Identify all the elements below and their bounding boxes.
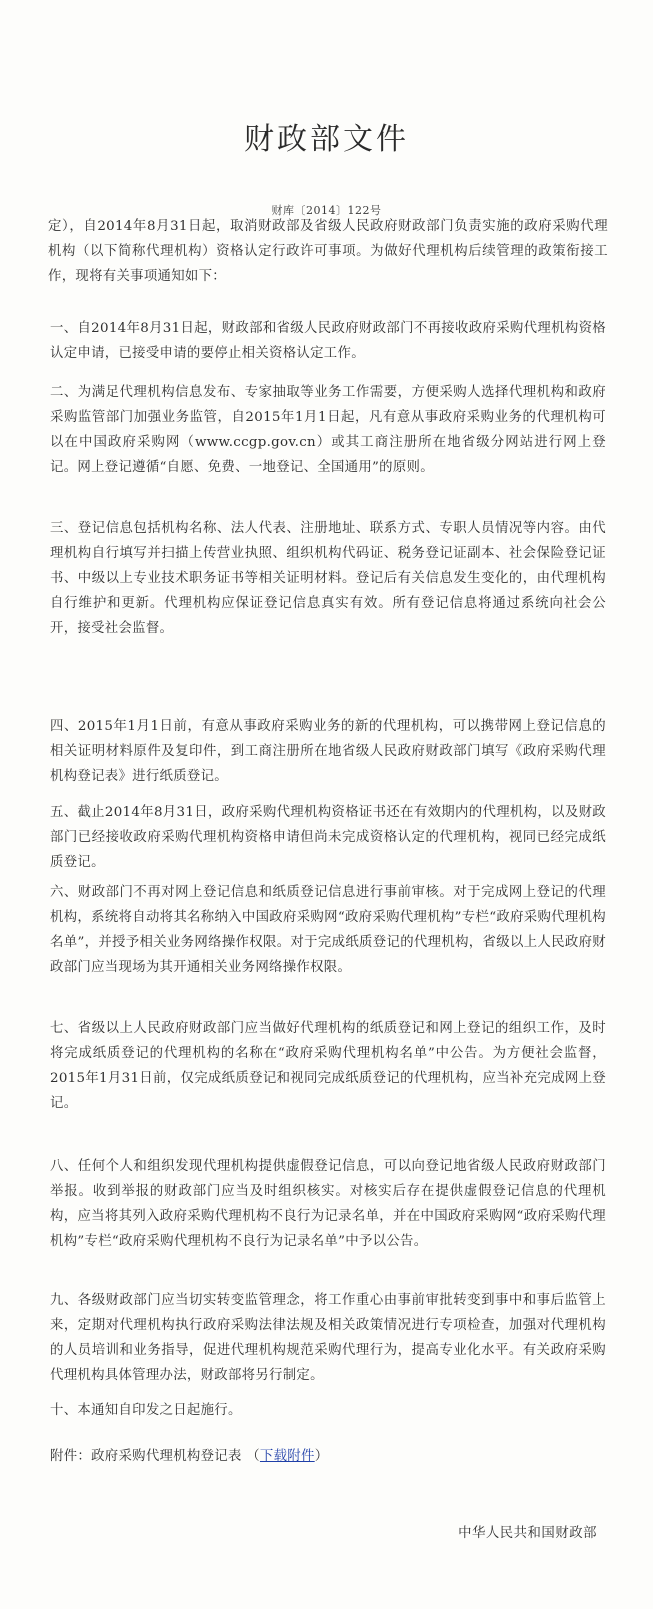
item-paragraph-10: 十、本通知自印发之日起施行。: [50, 1403, 242, 1418]
attachment-close: ）: [314, 1449, 329, 1464]
document-number: 财库〔2014〕122号: [271, 204, 382, 217]
attachment-label: 附件：政府采购代理机构登记表 （: [50, 1449, 260, 1464]
item-paragraph-5: 五、截止2014年8月31日，政府采购代理机构资格证书还在有效期内的代理机构，以及财政部门已经接收政府采购代理机构资格申请但尚未完成资格认定的代理机构，视同已经完成纸质登记。: [50, 805, 606, 870]
document-title: 财政部文件: [244, 122, 409, 157]
item-paragraph-2: 二、为满足代理机构信息发布、专家抽取等业务工作需要，方便采购人选择代理机构和政府采购监管部门加强业务监管，自2015年1月1日起，凡有意从事政府采购业务的代理机构可以在中国政府采购网（www.ccgp.gov.cn）或其工商注册所在地省级分网站进行网上登记。网上登记遵循“自愿、免费、一地登记、全国通用”的原则。: [50, 385, 606, 475]
attachment-line: [50, 1444, 606, 1469]
item-paragraph-1: 一、自2014年8月31日起，财政部和省级人民政府财政部门不再接收政府采购代理机构资格认定申请，已接受申请的要停止相关资格认定工作。: [50, 321, 606, 361]
item-paragraph-4: 四、2015年1月1日前，有意从事政府采购业务的新的代理机构，可以携带网上登记信息的相关证明材料原件及复印件，到工商注册所在地省级人民政府财政部门填写《政府采购代理机构登记表》进行纸质登记。: [50, 719, 606, 784]
item-paragraph-7: 七、省级以上人民政府财政部门应当做好代理机构的纸质登记和网上登记的组织工作，及时将完成纸质登记的代理机构的名称在“政府采购代理机构名单”中公告。为方便社会监督，2015年1月31日前，仅完成纸质登记和视同完成纸质登记的代理机构，应当补充完成网上登记。: [50, 1021, 606, 1111]
issuer-signature: 中华人民共和国财政部: [458, 1526, 597, 1541]
item-paragraph-9: 九、各级财政部门应当切实转变监管理念，将工作重心由事前审批转变到事中和事后监管上来，定期对代理机构执行政府采购法律法规及相关政策情况进行专项检查，加强对代理机构的人员培训和业务指导，促进代理机构规范采购代理行为，提高专业化水平。有关政府采购代理机构具体管理办法，财政部将另行制定。: [50, 1293, 606, 1383]
intro-paragraph: 定），自2014年8月31日起，取消财政部及省级人民政府财政部门负责实施的政府采购代理机构（以下简称代理机构）资格认定行政许可事项。为做好代理机构后续管理的政策衔接工作，现将有关事项通知如下：: [48, 219, 608, 284]
item-paragraph-8: 八、任何个人和组织发现代理机构提供虚假登记信息，可以向登记地省级人民政府财政部门举报。收到举报的财政部门应当及时组织核实。对核实后存在提供虚假登记信息的代理机构，应当将其列入政府采购代理机构不良行为记录名单，并在中国政府采购网“政府采购代理机构”专栏“政府采购代理机构不良行为记录名单”中予以公告。: [50, 1159, 606, 1249]
item-paragraph-6: 六、财政部门不再对网上登记信息和纸质登记信息进行事前审核。对于完成网上登记的代理机构，系统将自动将其名称纳入中国政府采购网“政府采购代理机构”专栏“政府采购代理机构名单”，并授予相关业务网络操作权限。对于完成纸质登记的代理机构，省级以上人民政府财政部门应当现场为其开通相关业务网络操作权限。: [50, 885, 606, 975]
download-attachment-link[interactable]: 下载附件: [259, 1449, 315, 1464]
item-paragraph-3: 三、登记信息包括机构名称、法人代表、注册地址、联系方式、专职人员情况等内容。由代理机构自行填写并扫描上传营业执照、组织机构代码证、税务登记证副本、社会保险登记证书、中级以上专业技术职务证书等相关证明材料。登记后有关信息发生变化的，由代理机构自行维护和更新。代理机构应保证登记信息真实有效。所有登记信息将通过系统向社会公开，接受社会监督。: [50, 521, 606, 636]
